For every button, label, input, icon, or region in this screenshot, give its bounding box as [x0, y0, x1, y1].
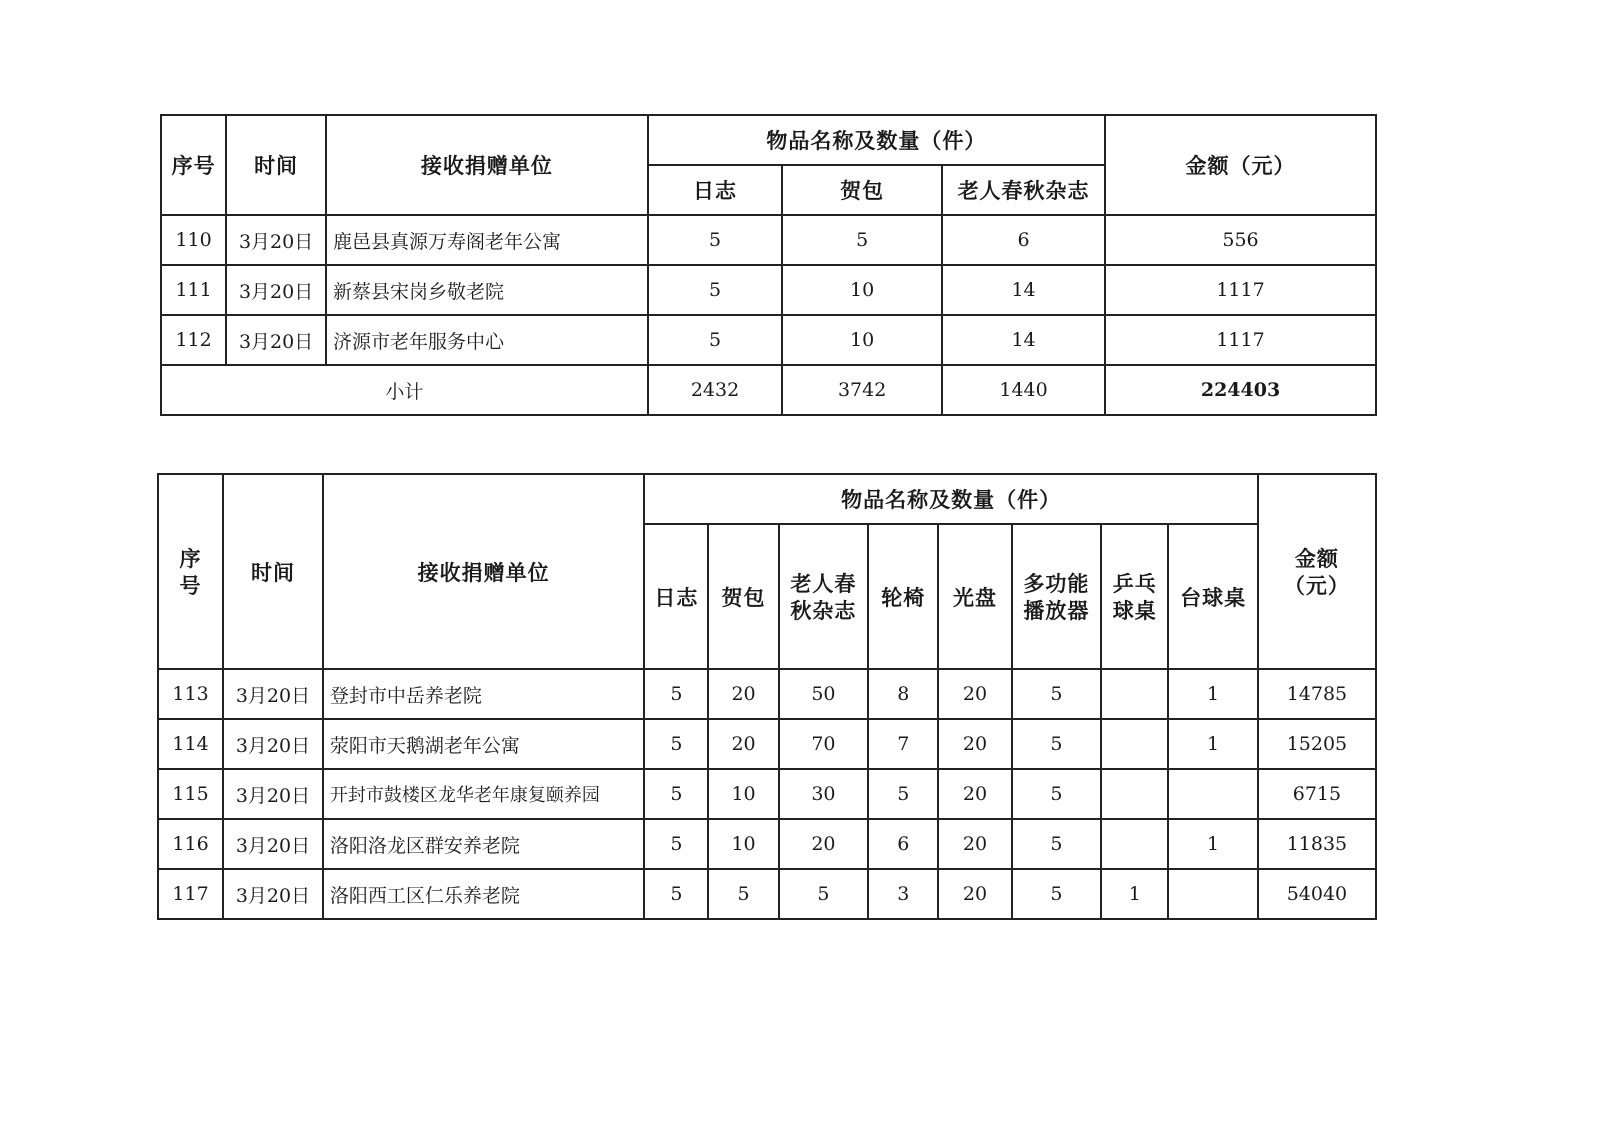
- cell-value: 5: [644, 719, 708, 769]
- header-item: 台球桌: [1168, 524, 1258, 669]
- cell-no: 113: [158, 669, 223, 719]
- header-item: 老人春秋杂志: [779, 524, 869, 669]
- table-row: [158, 769, 1376, 819]
- cell-no: 114: [158, 719, 223, 769]
- cell-value: 5: [644, 869, 708, 919]
- header-item: 贺包: [782, 165, 942, 215]
- cell-unit: 洛阳洛龙区群安养老院: [323, 819, 645, 869]
- cell-value: 8: [868, 669, 938, 719]
- cell-date: 3月20日: [226, 215, 326, 265]
- cell-value: 20: [779, 819, 869, 869]
- cell-value: [1101, 769, 1168, 819]
- cell-value: 3: [868, 869, 938, 919]
- cell-unit: 鹿邑县真源万寿阁老年公寓: [326, 215, 648, 265]
- cell-value: 20: [938, 819, 1011, 869]
- cell-value: 20: [938, 719, 1011, 769]
- cell-date: 3月20日: [226, 315, 326, 365]
- cell-value: 1: [1168, 669, 1258, 719]
- cell-value: 5: [644, 769, 708, 819]
- header-no: 序号: [158, 474, 223, 669]
- subtotal-amount: 224403: [1105, 365, 1376, 415]
- cell-value: 14: [942, 265, 1105, 315]
- cell-value: 5: [868, 769, 938, 819]
- cell-value: 50: [779, 669, 869, 719]
- cell-value: 10: [782, 265, 942, 315]
- cell-value: [1101, 719, 1168, 769]
- cell-amount: 54040: [1258, 869, 1376, 919]
- subtotal-value: 1440: [942, 365, 1105, 415]
- cell-value: 10: [708, 769, 778, 819]
- cell-no: 110: [161, 215, 226, 265]
- cell-date: 3月20日: [223, 769, 323, 819]
- cell-date: 3月20日: [223, 719, 323, 769]
- header-item: 贺包: [708, 524, 778, 669]
- cell-date: 3月20日: [223, 869, 323, 919]
- cell-date: 3月20日: [223, 669, 323, 719]
- cell-value: 10: [782, 315, 942, 365]
- cell-value: 5: [644, 819, 708, 869]
- cell-value: 30: [779, 769, 869, 819]
- cell-unit: 洛阳西工区仁乐养老院: [323, 869, 645, 919]
- donation-table-1: [160, 114, 1377, 416]
- cell-date: 3月20日: [223, 819, 323, 869]
- cell-value: [1168, 869, 1258, 919]
- cell-value: 20: [708, 669, 778, 719]
- cell-value: 1: [1168, 819, 1258, 869]
- cell-value: 1: [1101, 869, 1168, 919]
- header-amount: 金额（元）: [1258, 474, 1376, 669]
- header-no: 序号: [161, 115, 226, 215]
- cell-value: 5: [1012, 819, 1102, 869]
- cell-value: 20: [938, 869, 1011, 919]
- cell-date: 3月20日: [226, 265, 326, 315]
- cell-amount: 14785: [1258, 669, 1376, 719]
- header-date: 时间: [223, 474, 323, 669]
- header-items-group: 物品名称及数量（件）: [648, 115, 1105, 165]
- cell-amount: 1117: [1105, 265, 1376, 315]
- cell-value: 20: [938, 669, 1011, 719]
- cell-value: [1101, 819, 1168, 869]
- cell-value: 14: [942, 315, 1105, 365]
- cell-value: 1: [1168, 719, 1258, 769]
- header-item: 多功能播放器: [1012, 524, 1102, 669]
- cell-no: 117: [158, 869, 223, 919]
- cell-value: 70: [779, 719, 869, 769]
- cell-value: 10: [708, 819, 778, 869]
- table-row: [158, 669, 1376, 719]
- header-item: 日志: [648, 165, 782, 215]
- header-unit: 接收捐赠单位: [326, 115, 648, 215]
- cell-unit: 新蔡县宋岗乡敬老院: [326, 265, 648, 315]
- cell-value: 5: [644, 669, 708, 719]
- subtotal-value: 2432: [648, 365, 782, 415]
- table-row: [161, 215, 1376, 265]
- cell-value: 5: [708, 869, 778, 919]
- subtotal-row: [161, 365, 1376, 415]
- header-item: 老人春秋杂志: [942, 165, 1105, 215]
- cell-value: 5: [779, 869, 869, 919]
- donation-table-2: [157, 473, 1377, 920]
- cell-amount: 1117: [1105, 315, 1376, 365]
- cell-value: 5: [648, 265, 782, 315]
- table-row: [158, 869, 1376, 919]
- cell-value: 20: [708, 719, 778, 769]
- cell-amount: 556: [1105, 215, 1376, 265]
- table-row: [158, 719, 1376, 769]
- header-item: 轮椅: [868, 524, 938, 669]
- header-item: 光盘: [938, 524, 1011, 669]
- cell-value: 5: [1012, 769, 1102, 819]
- cell-unit: 登封市中岳养老院: [323, 669, 645, 719]
- cell-value: 5: [1012, 719, 1102, 769]
- cell-amount: 15205: [1258, 719, 1376, 769]
- cell-no: 112: [161, 315, 226, 365]
- header-item: 日志: [644, 524, 708, 669]
- cell-unit: 荥阳市天鹅湖老年公寓: [323, 719, 645, 769]
- cell-value: 5: [1012, 669, 1102, 719]
- header-items-group: 物品名称及数量（件）: [644, 474, 1258, 524]
- cell-value: [1168, 769, 1258, 819]
- cell-value: 5: [648, 215, 782, 265]
- cell-value: 5: [648, 315, 782, 365]
- cell-value: 7: [868, 719, 938, 769]
- table-row: [161, 315, 1376, 365]
- header-date: 时间: [226, 115, 326, 215]
- subtotal-value: 3742: [782, 365, 942, 415]
- cell-value: 6: [942, 215, 1105, 265]
- cell-unit: 开封市鼓楼区龙华老年康复颐养园: [323, 769, 645, 819]
- cell-value: 5: [782, 215, 942, 265]
- cell-unit: 济源市老年服务中心: [326, 315, 648, 365]
- header-unit: 接收捐赠单位: [323, 474, 645, 669]
- cell-value: 20: [938, 769, 1011, 819]
- table-row: [158, 819, 1376, 869]
- cell-value: 6: [868, 819, 938, 869]
- subtotal-label: 小计: [161, 365, 648, 415]
- table-row: [161, 265, 1376, 315]
- cell-no: 115: [158, 769, 223, 819]
- cell-no: 116: [158, 819, 223, 869]
- cell-value: [1101, 669, 1168, 719]
- cell-amount: 11835: [1258, 819, 1376, 869]
- cell-value: 5: [1012, 869, 1102, 919]
- cell-amount: 6715: [1258, 769, 1376, 819]
- cell-no: 111: [161, 265, 226, 315]
- header-amount: 金额（元）: [1105, 115, 1376, 215]
- header-item: 乒乓球桌: [1101, 524, 1168, 669]
